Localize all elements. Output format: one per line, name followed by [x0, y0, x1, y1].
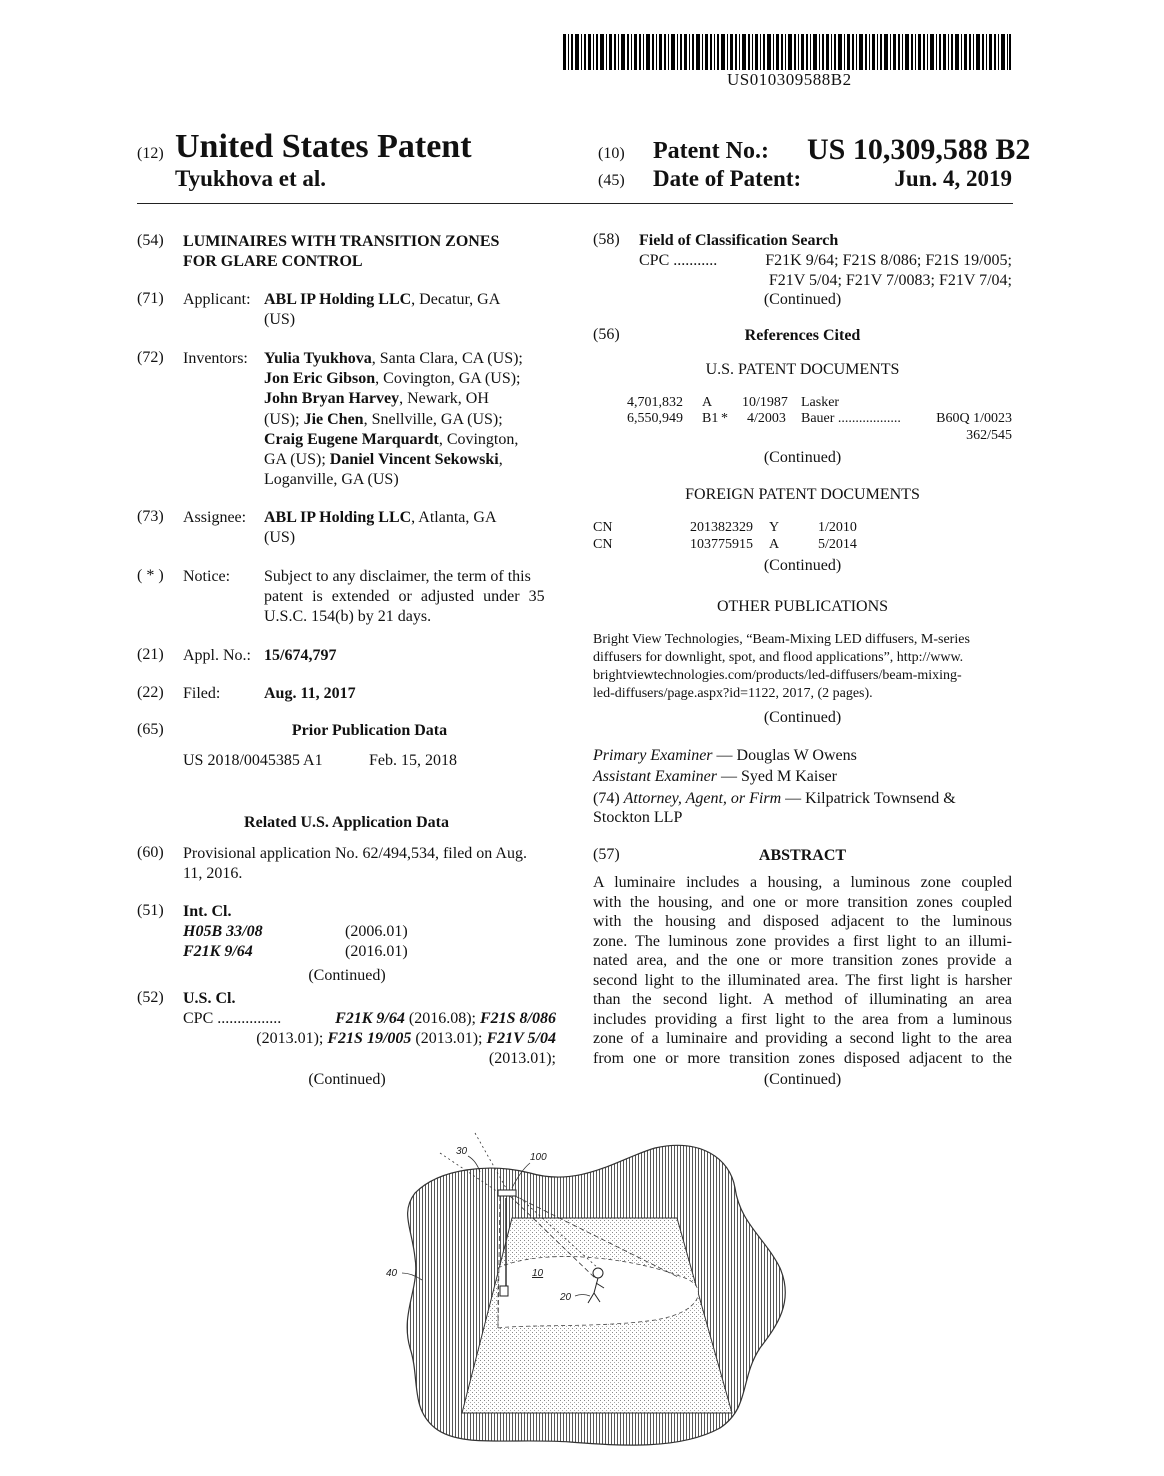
- applicant-line1: [264, 290, 500, 310]
- us-doc-kind: A: [702, 395, 713, 410]
- document-title: United States Patent: [175, 128, 472, 165]
- uscl-class: F21K 9/64: [335, 1010, 405, 1027]
- applicant-line2: (US): [264, 311, 296, 328]
- attorney-code: (74): [593, 790, 624, 807]
- intcl-date-2: (2016.01): [345, 943, 408, 960]
- uscl-cpc-leader: CPC ................: [183, 1010, 282, 1027]
- field-search-continued: (Continued): [763, 291, 842, 308]
- prior-pub-number: US 2018/0045385 A1: [183, 752, 323, 769]
- inventor-name: Jon Eric Gibson: [264, 370, 376, 387]
- uscl-line1: [183, 1009, 556, 1029]
- foreign-docs-heading: FOREIGN PATENT DOCUMENTS: [685, 486, 920, 503]
- us-doc-name: Lasker: [801, 395, 840, 410]
- inventor-location: (US);: [264, 411, 304, 428]
- inventor-short: Tyukhova et al.: [175, 166, 327, 191]
- uscl-line2: [183, 1029, 556, 1049]
- barcode-number: US010309588B2: [727, 70, 852, 89]
- abstract-line: includes providing a first light to the area from a luminous: [593, 1010, 1012, 1028]
- inventor-line1: [264, 349, 523, 369]
- foreign-doc-date: 5/2014: [818, 537, 857, 552]
- assignee-line2: (US): [264, 529, 296, 546]
- code-10: (10): [598, 145, 625, 162]
- date-label: Date of Patent:: [653, 166, 802, 191]
- inventor-location: , Snellville, GA (US);: [363, 411, 503, 428]
- attorney: [593, 789, 956, 809]
- code-45: (45): [598, 172, 625, 189]
- attorney-name: — Kilpatrick Townsend &: [781, 790, 956, 807]
- patent-no-label: Patent No.:: [653, 138, 769, 164]
- uscl-continued: (Continued): [308, 1071, 386, 1088]
- applicant-label: Applicant:: [183, 291, 251, 308]
- other-pub-line3: brightviewtechnologies.com/products/led-diffusers/beam-mixing-: [593, 668, 962, 683]
- field-search-line1: [639, 251, 1012, 271]
- foreign-doc-date: 1/2010: [818, 520, 857, 535]
- abstract-line: A luminaire includes a housing, a luminous zone coupled: [593, 874, 1012, 891]
- us-docs-continued: (Continued): [763, 449, 842, 466]
- attorney-line2: Stockton LLP: [593, 809, 683, 826]
- foreign-doc-country: CN: [593, 537, 613, 552]
- patent-date: Jun. 4, 2019: [894, 166, 1012, 191]
- code-54: (54): [137, 232, 164, 249]
- notice-label: Notice:: [183, 568, 231, 585]
- abstract-line: second light to the illuminated area. The first light is harsher: [593, 971, 1012, 989]
- header-divider: [137, 203, 1013, 204]
- code-12: (12): [137, 145, 164, 162]
- abstract-body: [593, 873, 1012, 1068]
- patent-number: US 10,309,588 B2: [807, 133, 1031, 166]
- prior-pub-date: Feb. 15, 2018: [369, 752, 457, 769]
- applicant-name: ABL IP Holding LLC: [264, 291, 412, 308]
- uscl-line1-right: [335, 1009, 556, 1029]
- us-doc-extra-class: 362/545: [966, 428, 1012, 443]
- foreign-doc-country: CN: [593, 520, 613, 535]
- abstract-line: nated area, and the one or more transition zones provide a: [593, 952, 1012, 969]
- post-base: [500, 1286, 508, 1296]
- other-pub-line2: diffusers for downlight, spot, and flood applications”, http://www.: [593, 650, 964, 665]
- other-pubs-heading: OTHER PUBLICATIONS: [716, 598, 889, 615]
- foreign-doc-kind: A: [769, 537, 780, 552]
- field-search-line2: F21V 5/04; F21V 7/0083; F21V 7/04;: [768, 272, 1012, 289]
- uscl-class: F21S 8/086: [479, 1010, 556, 1027]
- code-58: (58): [593, 231, 620, 248]
- filed-value: Aug. 11, 2017: [264, 685, 356, 702]
- field-search-label: Field of Classification Search: [639, 232, 839, 249]
- code-60: (60): [137, 844, 164, 861]
- inventor-line5: [264, 430, 518, 450]
- inventor-location: , Santa Clara, CA (US);: [371, 350, 523, 367]
- inventor-line2: [264, 369, 520, 389]
- abstract-continued: (Continued): [763, 1071, 842, 1088]
- code-52: (52): [137, 989, 164, 1006]
- field-search-classes: F21K 9/64; F21S 8/086; F21S 19/005;: [765, 252, 1012, 269]
- intcl-continued: (Continued): [308, 967, 386, 984]
- abstract-heading: ABSTRACT: [758, 847, 847, 864]
- uscl-class: F21S 19/005: [327, 1030, 412, 1047]
- label-100: 100: [530, 1152, 547, 1163]
- label-10: 10: [532, 1268, 544, 1279]
- abstract-line: than the second light. A method of illuminating an area: [593, 991, 1012, 1008]
- assistant-examiner-label: Assistant Examiner: [593, 768, 717, 785]
- uscl-date: (2013.01);: [256, 1030, 328, 1047]
- code-21: (21): [137, 646, 164, 663]
- inventor-location: , Newark, OH: [399, 390, 489, 407]
- us-doc-name: Bauer ..................: [801, 411, 901, 426]
- inventor-name: Yulia Tyukhova: [264, 350, 372, 367]
- abstract-line: with the housing, and one or more transition zones coupled: [593, 893, 1012, 911]
- uscl-line3: (2013.01);: [488, 1050, 556, 1067]
- intcl-class-1: H05B 33/08: [183, 923, 263, 940]
- provisional-line2: 11, 2016.: [183, 865, 243, 882]
- intcl-class-2: F21K 9/64: [183, 943, 253, 960]
- inventor-name: Jie Chen: [303, 411, 364, 428]
- label-20: 20: [560, 1292, 572, 1303]
- us-doc-number: 6,550,949: [627, 411, 683, 426]
- luminaire-100: [498, 1190, 516, 1196]
- barcode: [563, 34, 1011, 70]
- other-pub-line4: led-diffusers/page.aspx?id=1122, 2017, (2 pages).: [593, 686, 873, 701]
- inventor-location: GA (US);: [264, 451, 330, 468]
- code-72: (72): [137, 349, 164, 366]
- code-51: (51): [137, 902, 164, 919]
- foreign-doc-number: 103775915: [690, 537, 753, 552]
- inventor-location: , Covington, GA (US);: [375, 370, 521, 387]
- appl-no-value: 15/674,797: [264, 647, 337, 664]
- inventor-location: ,: [498, 451, 503, 468]
- us-doc-number: 4,701,832: [627, 395, 683, 410]
- intcl-date-1: (2006.01): [345, 923, 408, 940]
- uscl-date: (2013.01);: [411, 1030, 487, 1047]
- notice-line3: U.S.C. 154(b) by 21 days.: [264, 608, 432, 625]
- us-docs-heading: U.S. PATENT DOCUMENTS: [705, 361, 900, 378]
- foreign-docs-continued: (Continued): [763, 557, 842, 574]
- references-heading: References Cited: [744, 327, 861, 344]
- appl-no-label: Appl. No.:: [183, 647, 251, 664]
- us-doc-kind: B1: [702, 411, 719, 426]
- patent-title-line2: FOR GLARE CONTROL: [183, 253, 363, 270]
- label-30: 30: [456, 1146, 468, 1157]
- other-pubs-continued: (Continued): [763, 709, 842, 726]
- us-doc-date: 10/1987: [742, 395, 788, 410]
- label-40: 40: [386, 1268, 398, 1279]
- inventor-line7: Loganville, GA (US): [264, 471, 399, 488]
- other-pub-line1: Bright View Technologies, “Beam-Mixing LED diffusers, M-series: [593, 632, 970, 647]
- assistant-examiner-name: — Syed M Kaiser: [717, 768, 837, 785]
- notice-line2: patent is extended or adjusted under 35: [264, 588, 545, 605]
- abstract-line: zone. The luminous zone provides a first light to an illumi-: [593, 932, 1012, 950]
- patent-title-line1: LUMINAIRES WITH TRANSITION ZONES: [183, 233, 500, 250]
- code-73: (73): [137, 508, 164, 525]
- assignee-label: Assignee:: [183, 509, 247, 526]
- foreign-doc-number: 201382329: [690, 520, 753, 535]
- uscl-date: (2016.08);: [404, 1010, 480, 1027]
- inventor-line3: [264, 389, 489, 409]
- inventor-line4: [264, 410, 503, 430]
- us-doc-star: *: [721, 411, 728, 426]
- code-57: (57): [593, 846, 620, 863]
- provisional-line1: Provisional application No. 62/494,534, filed on Aug.: [183, 845, 527, 862]
- attorney-label: Attorney, Agent, or Firm: [623, 790, 782, 807]
- patent-figure: [380, 1128, 800, 1450]
- assistant-examiner: [593, 767, 837, 787]
- inventor-name: Daniel Vincent Sekowski: [329, 451, 499, 468]
- primary-examiner-name: — Douglas W Owens: [712, 747, 857, 764]
- code-notice: ( * ): [137, 567, 164, 584]
- abstract-line: from one or more transition zones disposed adjacent to the: [593, 1049, 1012, 1067]
- code-71: (71): [137, 290, 164, 307]
- applicant-location: , Decatur, GA: [411, 291, 501, 308]
- field-search-cpc: CPC ...........: [639, 252, 718, 269]
- assignee-line1: [264, 508, 497, 528]
- inventor-line6: [264, 450, 503, 470]
- inventor-name: Craig Eugene Marquardt: [264, 431, 439, 448]
- related-heading: Related U.S. Application Data: [244, 814, 449, 831]
- abstract-line: with the housing and disposed adjacent to the luminous: [593, 913, 1012, 930]
- uscl-label: U.S. Cl.: [183, 990, 236, 1007]
- inventor-name: John Bryan Harvey: [264, 390, 400, 407]
- us-doc-class: B60Q 1/0023: [936, 411, 1012, 426]
- code-65: (65): [137, 721, 164, 738]
- uscl-class: F21V 5/04: [486, 1030, 556, 1047]
- primary-examiner-label: Primary Examiner: [593, 747, 713, 764]
- foreign-doc-kind: Y: [769, 520, 780, 535]
- primary-examiner: [593, 746, 857, 766]
- assignee-location: , Atlanta, GA: [411, 509, 497, 526]
- us-doc-date: 4/2003: [747, 411, 786, 426]
- code-56: (56): [593, 326, 620, 343]
- inventor-location: , Covington,: [438, 431, 519, 448]
- prior-pub-heading: Prior Publication Data: [291, 722, 448, 739]
- inventors-label: Inventors:: [183, 350, 248, 367]
- notice-line1: Subject to any disclaimer, the term of this: [264, 568, 531, 585]
- intcl-label: Int. Cl.: [183, 903, 232, 920]
- assignee-name: ABL IP Holding LLC: [264, 509, 412, 526]
- filed-label: Filed:: [183, 685, 221, 702]
- code-22: (22): [137, 684, 164, 701]
- abstract-line: zone of a luminaire and providing a second light to the area: [593, 1030, 1012, 1047]
